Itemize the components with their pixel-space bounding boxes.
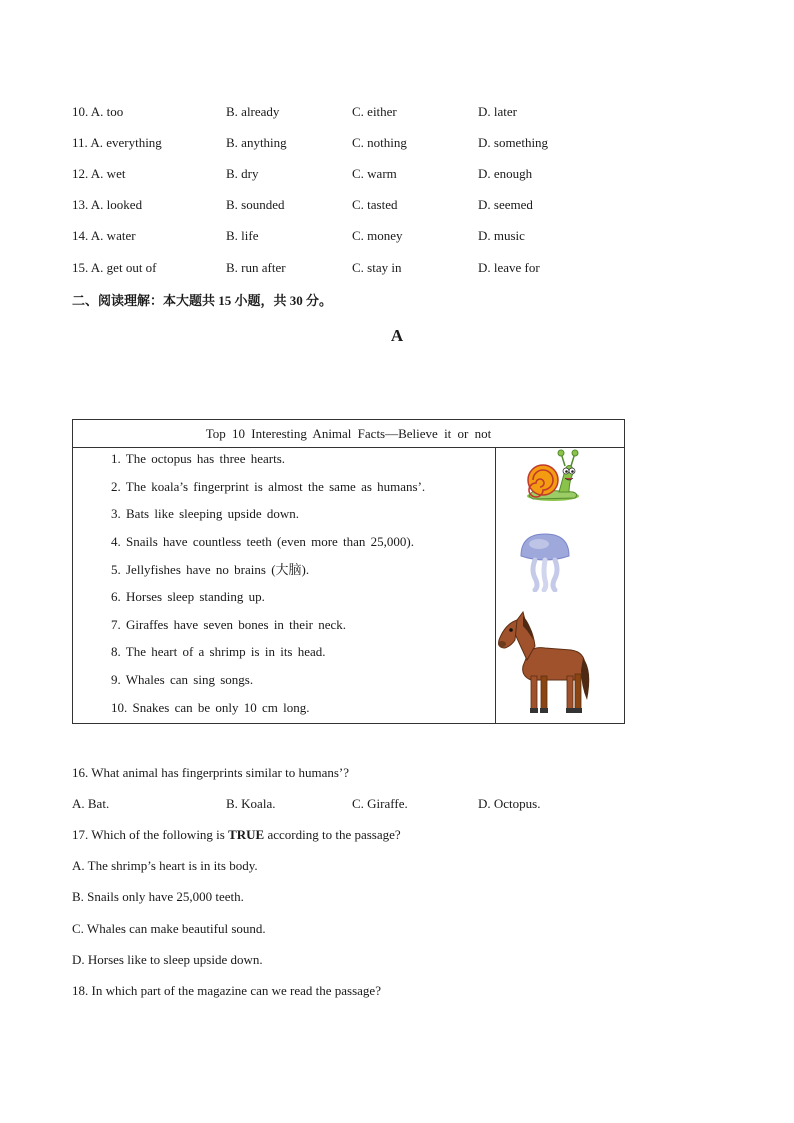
option-d: D. later — [478, 104, 517, 119]
option-a: 14. A. water — [72, 228, 136, 243]
option-a: 12. A. wet — [72, 166, 126, 181]
snail-icon — [523, 448, 581, 504]
option-a: 10. A. too — [72, 104, 124, 119]
option-d: D. leave for — [478, 260, 540, 275]
horse-icon — [497, 610, 593, 718]
option-d: D. enough — [478, 166, 533, 181]
option-d: D. seemed — [478, 197, 533, 212]
option-a: 11. A. everything — [72, 135, 162, 150]
option-b: B. sounded — [226, 197, 285, 212]
fact-item: 7. Giraffes have seven bones in their neck. — [111, 617, 347, 632]
option-c: C. nothing — [352, 135, 407, 150]
question-17-option-c: C. Whales can make beautiful sound. — [72, 921, 266, 936]
option-a: A. Bat. — [72, 796, 110, 811]
option-b: B. already — [226, 104, 280, 119]
question-17-option-d: D. Horses like to sleep upside down. — [72, 952, 263, 967]
option-b: B. anything — [226, 135, 287, 150]
option-c: C. tasted — [352, 197, 398, 212]
option-c: C. Giraffe. — [352, 796, 408, 811]
fact-item: 10. Snakes can be only 10 cm long. — [111, 700, 310, 715]
emphasis-true: TRUE — [228, 827, 265, 842]
fact-item: 5. Jellyfishes have no brains (大脑). — [111, 562, 310, 577]
passage-label: A — [390, 326, 404, 345]
option-b: B. dry — [226, 166, 259, 181]
fact-item: 9. Whales can sing songs. — [111, 672, 254, 687]
section-title: 二、阅读理解：本大题共 15 小题，共 30 分。 — [72, 293, 333, 308]
option-a: 13. A. looked — [72, 197, 143, 212]
fact-item: 4. Snails have countless teeth (even more than 25,000). — [111, 534, 415, 549]
fact-item: 6. Horses sleep standing up. — [111, 589, 265, 604]
option-a: 15. A. get out of — [72, 260, 157, 275]
fact-item: 1. The octopus has three hearts. — [111, 451, 286, 466]
question-17-option-b: B. Snails only have 25,000 teeth. — [72, 889, 244, 904]
jellyfish-icon — [517, 530, 573, 592]
option-b: B. life — [226, 228, 259, 243]
facts-table-header: Top 10 Interesting Animal Facts—Believe it or not — [73, 420, 624, 448]
question-18-stem: 18. In which part of the magazine can we read the passage? — [72, 983, 381, 998]
question-17-option-a: A. The shrimp’s heart is in its body. — [72, 858, 258, 873]
fact-item: 8. The heart of a shrimp is in its head. — [111, 644, 326, 659]
option-c: C. money — [352, 228, 403, 243]
option-b: B. Koala. — [226, 796, 276, 811]
option-c: C. stay in — [352, 260, 402, 275]
question-16-stem: 16. What animal has fingerprints similar to humans’? — [72, 765, 350, 780]
option-c: C. warm — [352, 166, 397, 181]
fact-item: 2. The koala’s fingerprint is almost the same as humans’. — [111, 479, 426, 494]
table-divider — [495, 447, 496, 723]
option-c: C. either — [352, 104, 397, 119]
facts-table — [72, 419, 625, 724]
option-d: D. music — [478, 228, 525, 243]
option-d: D. something — [478, 135, 549, 150]
option-b: B. run after — [226, 260, 286, 275]
option-d: D. Octopus. — [478, 796, 541, 811]
question-17-stem: 17. Which of the following is TRUE according to the passage? — [72, 827, 401, 842]
fact-item: 3. Bats like sleeping upside down. — [111, 506, 300, 521]
